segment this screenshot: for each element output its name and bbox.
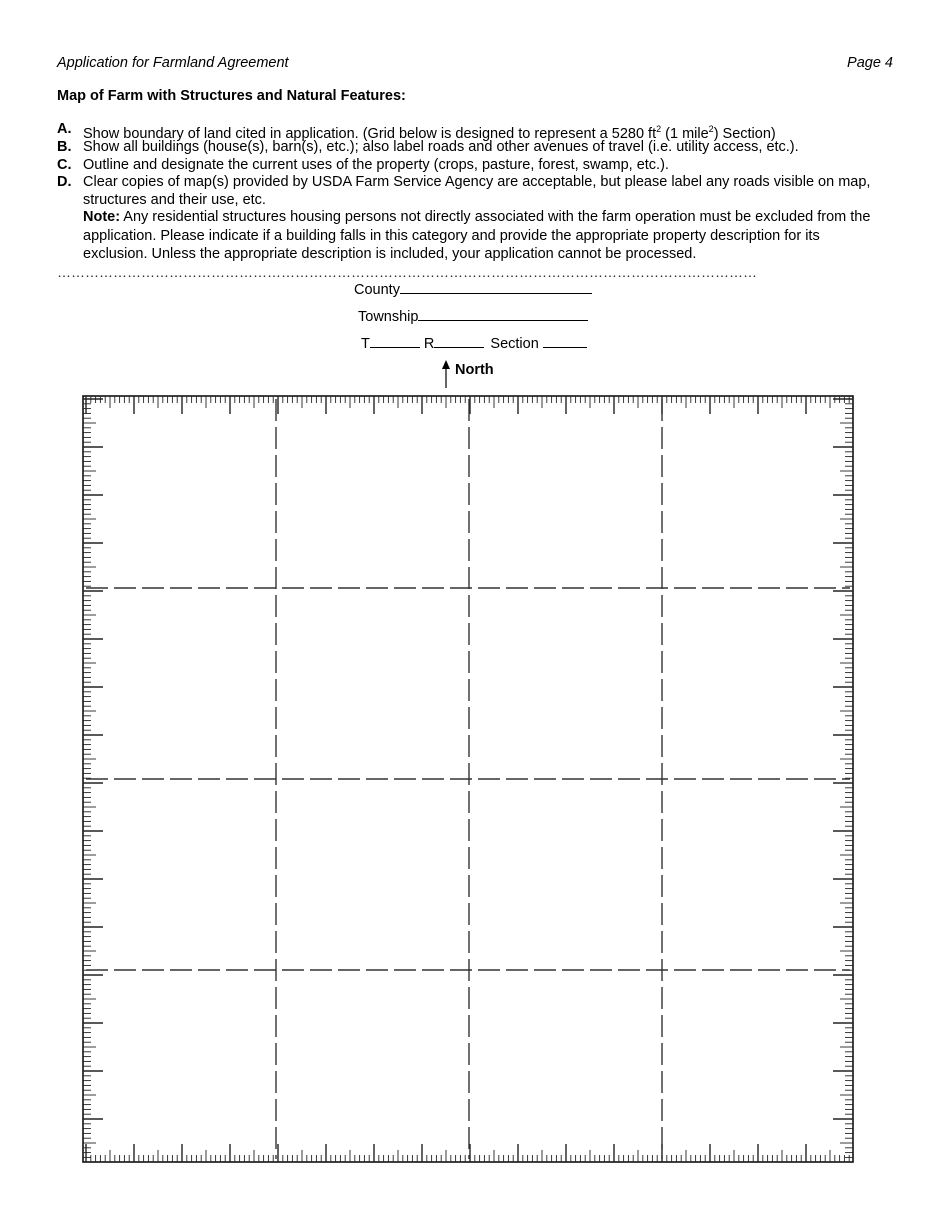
t-label: T: [361, 336, 370, 352]
instruction-text: Show boundary of land cited in application. (Grid below is designed to represent a 5280 $ft^2$ (1 mile$^2$) Section): [83, 124, 776, 142]
township-blank[interactable]: [418, 308, 588, 321]
section-grid-map[interactable]: [80, 393, 856, 1165]
north-label: North: [455, 362, 494, 378]
instruction-text: Outline and designate the current uses of the property (crops, pasture, forest, swamp, etc.).: [83, 157, 669, 173]
section-blank[interactable]: [543, 335, 587, 348]
section-heading: Map of Farm with Structures and Natural Features:: [57, 88, 406, 104]
north-indicator: [441, 362, 494, 378]
trs-field[interactable]: [361, 335, 587, 352]
north-arrow-icon: [440, 360, 452, 388]
instruction-c: [57, 156, 897, 174]
instruction-b: [57, 138, 897, 156]
instruction-letter: C.: [57, 157, 72, 173]
instruction-text: Show all buildings (house(s), barn(s), etc.); also label roads and other avenues of travel (i.e. utility access, etc.).: [83, 139, 799, 155]
county-blank[interactable]: [400, 281, 592, 294]
r-blank[interactable]: [434, 335, 484, 348]
page-number: Page 4: [847, 55, 893, 71]
county-field[interactable]: [354, 281, 592, 298]
dotted-separator: ……………………………………………………………………………………………………………………………………: [57, 264, 757, 280]
instruction-letter: B.: [57, 139, 72, 155]
note-label: Note:: [83, 209, 121, 225]
township-label: Township: [358, 309, 419, 325]
t-blank[interactable]: [370, 335, 420, 348]
section-label: Section: [490, 336, 539, 352]
note-text: Any residential structures housing persons not directly associated with the farm operation must be excluded from the application. Please indicate if a building falls in this category and provide the appropriate property description for its exclusion. Unless the appropriate description is included, your application cannot be processed.: [83, 209, 871, 262]
township-field[interactable]: [358, 308, 588, 325]
document-title: Application for Farmland Agreement: [57, 55, 289, 71]
county-label: County: [354, 282, 400, 298]
note-paragraph: [83, 208, 883, 264]
instruction-letter: A.: [57, 121, 72, 137]
instruction-text: Clear copies of map(s) provided by USDA Farm Service Agency are acceptable, but please label any roads visible on map, structures and their use, etc.: [83, 174, 871, 208]
r-label: R: [423, 336, 435, 352]
instruction-d: [57, 173, 897, 209]
instruction-letter: D.: [57, 174, 72, 190]
